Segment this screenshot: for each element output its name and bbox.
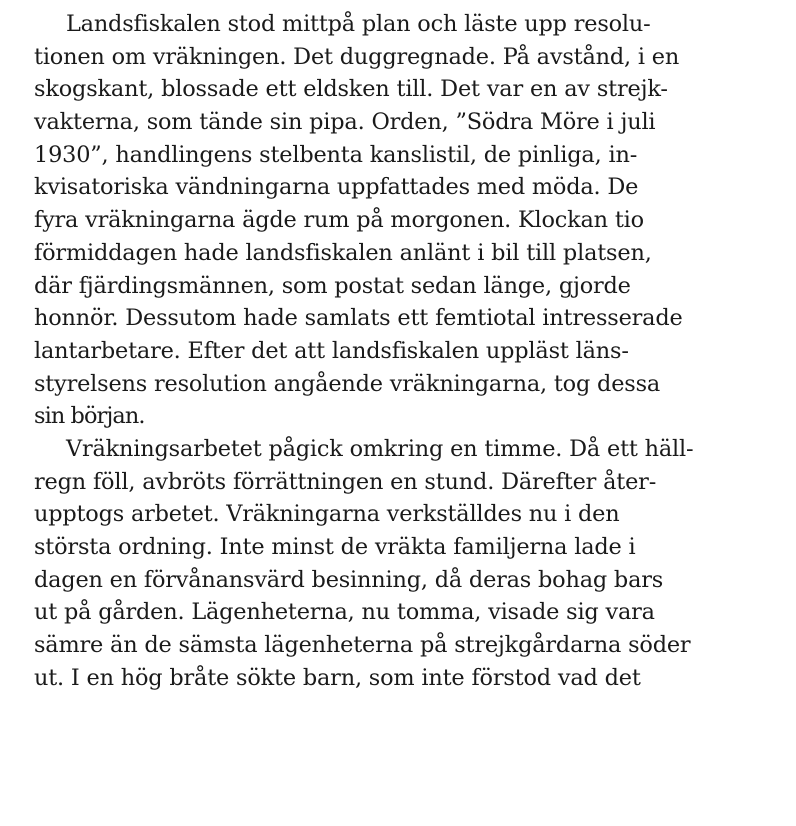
text-line: Landsfiskalen stod mittpå plan och läste upp resolu- bbox=[66, 11, 651, 37]
text-line: största ordning. Inte minst de vräkta familjerna lade i bbox=[34, 534, 636, 560]
text-line: ut på gården. Lägenheterna, nu tomma, visade sig vara bbox=[34, 599, 655, 626]
text-line: skogskant, blossade ett eldsken till. Det var en av strejk- bbox=[34, 76, 668, 103]
text-line: tionen om vräkningen. Det duggregnade. På avstånd, i en bbox=[34, 43, 680, 70]
text-line: lantarbetare. Efter det att landsfiskalen uppläst läns- bbox=[34, 337, 629, 364]
paragraph-2 bbox=[34, 433, 796, 695]
text-line: Vräkningsarbetet pågick omkring en timme. Då ett häll- bbox=[66, 435, 694, 462]
document-page bbox=[34, 8, 796, 694]
text-line: vakterna, som tände sin pipa. Orden, ”Södra Möre i juli bbox=[34, 109, 656, 136]
text-line: dagen en förvånansvärd besinning, då deras bohag bars bbox=[34, 566, 664, 593]
text-line: 1930”, handlingens stelbenta kanslistil, de pinliga, in- bbox=[34, 141, 638, 168]
text-line: fyra vräkningarna ägde rum på morgonen. Klockan tio bbox=[34, 207, 644, 234]
text-line: sämre än de sämsta lägenheterna på strejkgårdarna söder bbox=[34, 632, 691, 659]
text-line: regn föll, avbröts förrättningen en stund. Därefter åter- bbox=[34, 468, 657, 495]
text-line: sin början. bbox=[34, 403, 145, 430]
text-line: styrelsens resolution angående vräkningarna, tog dessa bbox=[34, 370, 661, 397]
text-line: upptogs arbetet. Vräkningarna verkställdes nu i den bbox=[34, 501, 620, 528]
text-line: förmiddagen hade landsfiskalen anlänt i bil till platsen, bbox=[34, 239, 652, 266]
text-line: där fjärdingsmännen, som postat sedan länge, gjorde bbox=[34, 272, 631, 299]
text-line: honnör. Dessutom hade samlats ett femtiotal intresserade bbox=[34, 305, 683, 332]
text-line: ut. I en hög bråte sökte barn, som inte förstod vad det bbox=[34, 664, 641, 691]
text-line: kvisatoriska vändningarna uppfattades med möda. De bbox=[34, 174, 639, 201]
paragraph-1 bbox=[34, 8, 796, 433]
